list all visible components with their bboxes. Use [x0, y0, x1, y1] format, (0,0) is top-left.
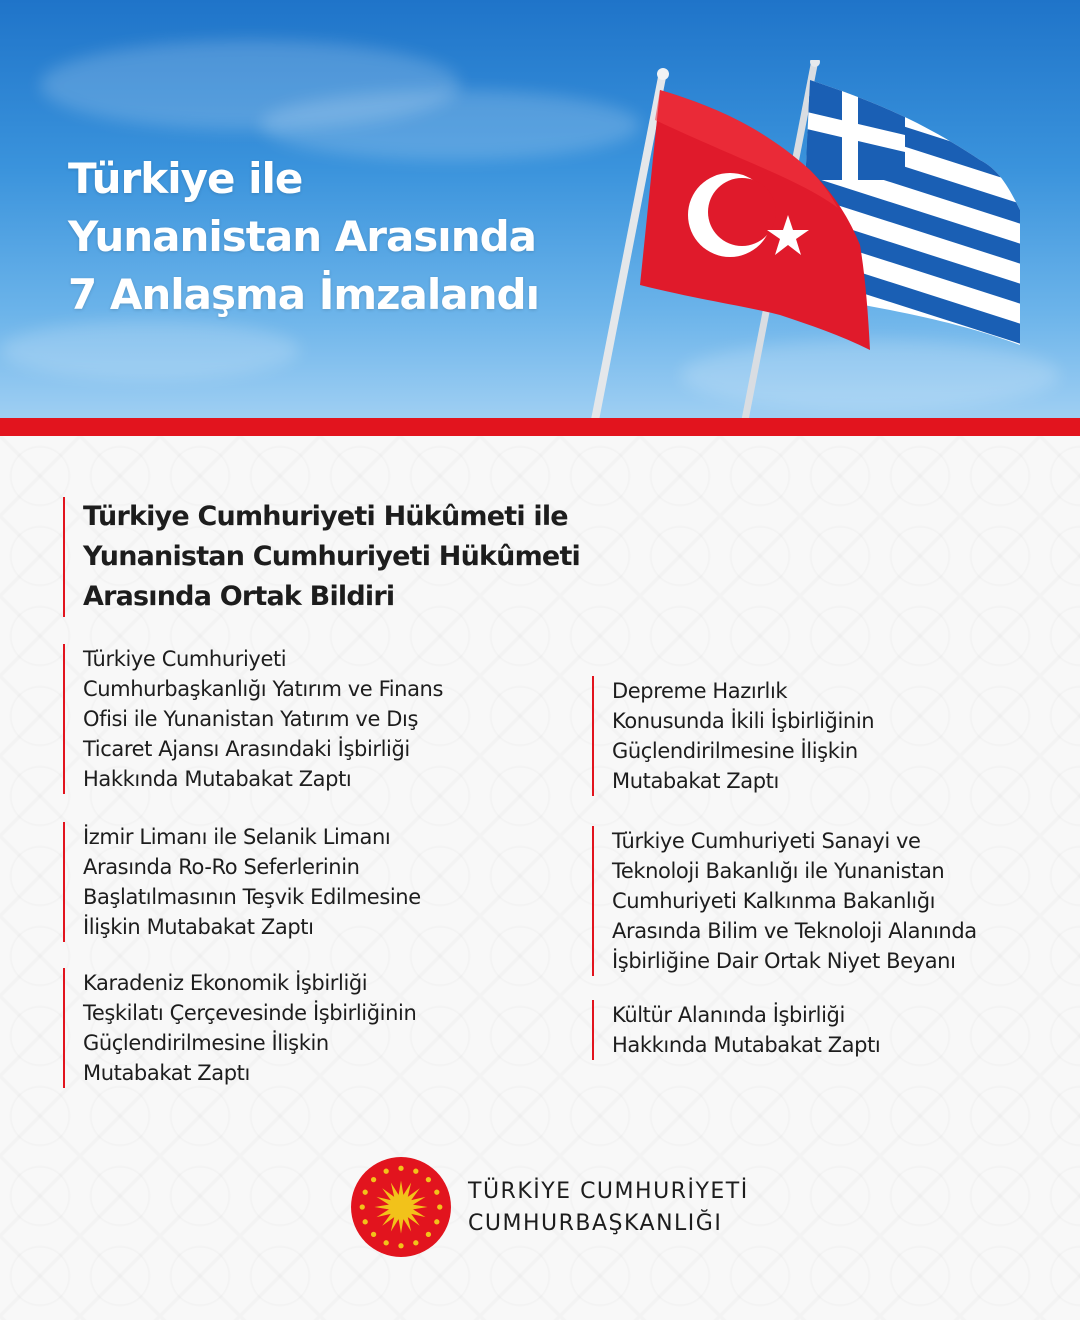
agreement-text: Kültür Alanında İşbirliği Hakkında Mutabakat Zaptı	[612, 1003, 881, 1057]
agreement-text: Türkiye Cumhuriyeti Cumhurbaşkanlığı Yatırım ve Finans Ofisi ile Yunanistan Yatırım ve Dış Ticaret Ajansı Arasındaki İşbirliği Hakkında Mutabakat Zaptı	[83, 647, 444, 791]
organization-name	[468, 1176, 749, 1240]
agreement-item	[63, 968, 553, 1088]
headline-line: Yunanistan Arasında	[68, 212, 536, 261]
agreement-item	[63, 644, 553, 794]
agreement-item	[63, 822, 553, 942]
hero-banner	[0, 0, 1080, 418]
headline-line: Türkiye ile	[68, 154, 303, 203]
organization-name-line: TÜRKİYE CUMHURİYETİ	[468, 1179, 749, 1204]
agreement-item	[592, 826, 1080, 976]
agreement-item	[592, 1000, 1080, 1060]
red-divider-band	[0, 418, 1080, 436]
presidential-seal-icon	[350, 1156, 452, 1258]
agreement-text: Türkiye Cumhuriyeti Sanayi ve Teknoloji Bakanlığı ile Yunanistan Cumhuriyeti Kalkınma Bakanlığı Arasında Bilim ve Teknoloji Alanında İşbirliğine Dair Ortak Niyet Beyanı	[612, 829, 977, 973]
headline	[68, 150, 539, 324]
pole-finial	[657, 68, 669, 80]
agreement-text: Depreme Hazırlık Konusunda İkili İşbirliğinin Güçlendirilmesine İlişkin Mutabakat Zaptı	[612, 679, 875, 793]
agreement-text: Karadeniz Ekonomik İşbirliği Teşkilatı Çerçevesinde İşbirliğinin Güçlendirilmesine İlişkin Mutabakat Zaptı	[83, 971, 417, 1085]
agreement-text: İzmir Limanı ile Selanik Limanı Arasında Ro-Ro Seferlerinin Başlatılmasının Teşvik Edilmesine İlişkin Mutabakat Zaptı	[83, 825, 421, 939]
organization-name-line: CUMHURBAŞKANLIĞI	[468, 1211, 723, 1236]
flags-illustration	[560, 60, 1040, 418]
declaration-title-text: Türkiye Cumhuriyeti Hükûmeti ile Yunanistan Cumhuriyeti Hükûmeti Arasında Ortak Bildiri	[83, 501, 581, 612]
declaration-title	[63, 497, 723, 617]
cloud	[0, 320, 300, 380]
headline-line: 7 Anlaşma İmzalandı	[68, 270, 539, 319]
agreement-item	[592, 676, 1080, 796]
